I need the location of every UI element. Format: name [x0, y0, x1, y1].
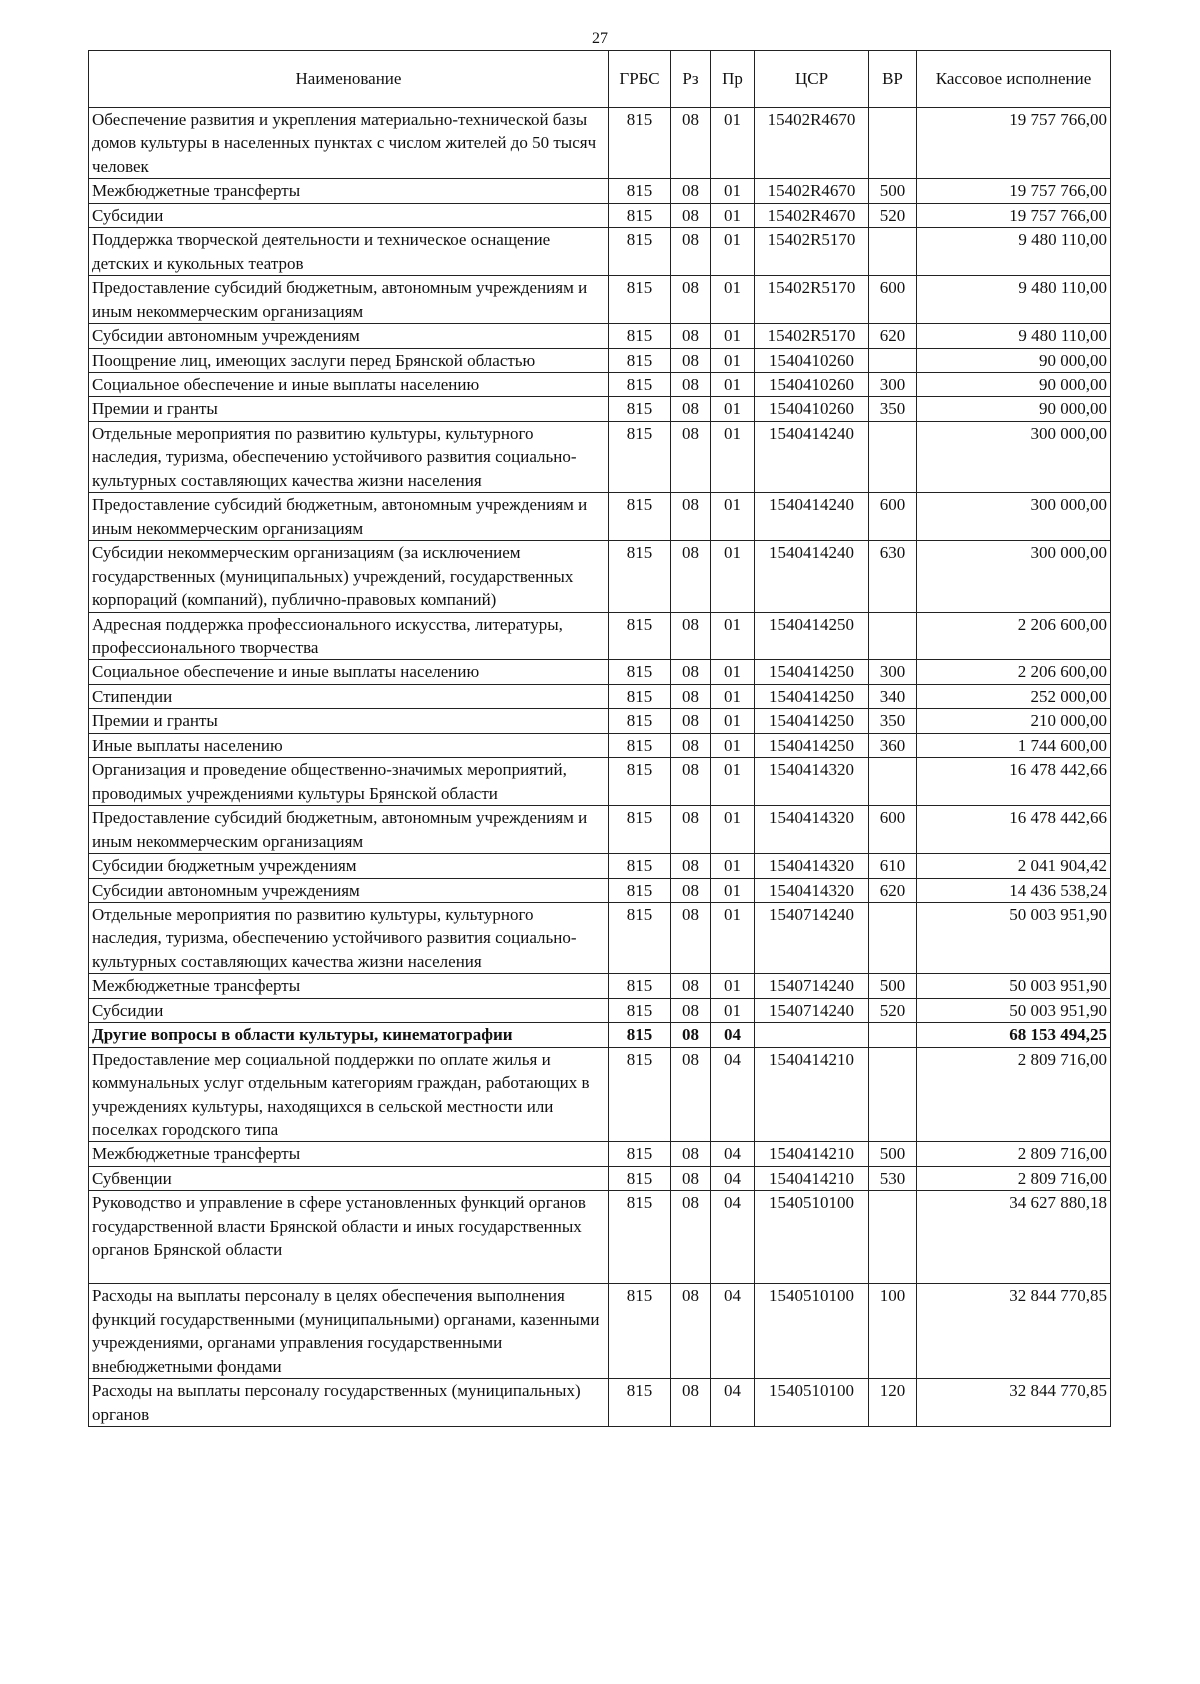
cell-sum: 2 041 904,42	[917, 854, 1111, 878]
cell-vr: 340	[869, 684, 917, 708]
cell-grbs: 815	[609, 348, 671, 372]
header-csr: ЦСР	[755, 51, 869, 108]
cell-sum: 2 206 600,00	[917, 660, 1111, 684]
cell-vr	[869, 1191, 917, 1284]
cell-rz: 08	[671, 878, 711, 902]
cell-vr	[869, 1047, 917, 1142]
cell-grbs: 815	[609, 806, 671, 854]
table-row	[89, 493, 1111, 541]
cell-name: Субсидии	[89, 998, 609, 1022]
cell-name: Руководство и управление в сфере установленных функций органов государственной власти Брянской области и иных государственных органов Брянской области	[89, 1191, 609, 1284]
cell-grbs: 815	[609, 276, 671, 324]
cell-csr: 1540414250	[755, 612, 869, 660]
cell-csr: 1540414210	[755, 1166, 869, 1190]
cell-pr: 01	[711, 228, 755, 276]
cell-sum: 50 003 951,90	[917, 998, 1111, 1022]
cell-sum: 50 003 951,90	[917, 902, 1111, 973]
cell-name: Предоставление субсидий бюджетным, автономным учреждениям и иным некоммерческим организациям	[89, 276, 609, 324]
header-name: Наименование	[89, 51, 609, 108]
cell-rz: 08	[671, 276, 711, 324]
cell-grbs: 815	[609, 758, 671, 806]
cell-pr: 04	[711, 1023, 755, 1047]
cell-sum: 2 809 716,00	[917, 1142, 1111, 1166]
cell-name: Другие вопросы в области культуры, кинематографии	[89, 1023, 609, 1047]
cell-csr: 1540414250	[755, 709, 869, 733]
cell-rz: 08	[671, 660, 711, 684]
cell-sum: 90 000,00	[917, 372, 1111, 396]
cell-csr: 1540414210	[755, 1142, 869, 1166]
cell-grbs: 815	[609, 372, 671, 396]
cell-grbs: 815	[609, 203, 671, 227]
cell-sum: 50 003 951,90	[917, 974, 1111, 998]
cell-vr: 500	[869, 974, 917, 998]
cell-sum: 34 627 880,18	[917, 1191, 1111, 1284]
table-row	[89, 276, 1111, 324]
cell-name: Иные выплаты населению	[89, 733, 609, 757]
cell-rz: 08	[671, 854, 711, 878]
table-row	[89, 108, 1111, 179]
table-row	[89, 1023, 1111, 1047]
cell-sum: 19 757 766,00	[917, 203, 1111, 227]
cell-csr: 1540414320	[755, 758, 869, 806]
cell-pr: 01	[711, 878, 755, 902]
cell-csr	[755, 1023, 869, 1047]
cell-name: Адресная поддержка профессионального искусства, литературы, профессионального творчества	[89, 612, 609, 660]
cell-vr: 530	[869, 1166, 917, 1190]
cell-sum: 210 000,00	[917, 709, 1111, 733]
cell-name: Поощрение лиц, имеющих заслуги перед Брянской областью	[89, 348, 609, 372]
cell-rz: 08	[671, 1166, 711, 1190]
cell-vr: 520	[869, 998, 917, 1022]
cell-rz: 08	[671, 974, 711, 998]
cell-vr: 520	[869, 203, 917, 227]
cell-csr: 1540714240	[755, 998, 869, 1022]
cell-name: Межбюджетные трансферты	[89, 1142, 609, 1166]
cell-csr: 15402R5170	[755, 324, 869, 348]
cell-pr: 04	[711, 1142, 755, 1166]
table-row	[89, 684, 1111, 708]
cell-csr: 1540410260	[755, 397, 869, 421]
cell-name: Субсидии автономным учреждениям	[89, 878, 609, 902]
cell-vr: 120	[869, 1379, 917, 1427]
table-body	[89, 108, 1111, 1427]
cell-name: Субсидии некоммерческим организациям (за исключением государственных (муниципальных) учреждений, государственных корпораций (компаний), публично-правовых компаний)	[89, 541, 609, 612]
cell-rz: 08	[671, 203, 711, 227]
cell-grbs: 815	[609, 397, 671, 421]
table-row	[89, 902, 1111, 973]
cell-pr: 04	[711, 1047, 755, 1142]
cell-csr: 1540510100	[755, 1191, 869, 1284]
cell-vr	[869, 228, 917, 276]
cell-csr: 15402R4670	[755, 108, 869, 179]
cell-rz: 08	[671, 1379, 711, 1427]
header-vr: ВР	[869, 51, 917, 108]
cell-sum: 300 000,00	[917, 421, 1111, 492]
cell-name: Социальное обеспечение и иные выплаты населению	[89, 372, 609, 396]
cell-sum: 19 757 766,00	[917, 179, 1111, 203]
cell-grbs: 815	[609, 1023, 671, 1047]
cell-grbs: 815	[609, 1142, 671, 1166]
header-pr: Пр	[711, 51, 755, 108]
cell-pr: 01	[711, 974, 755, 998]
cell-csr: 15402R5170	[755, 228, 869, 276]
cell-name: Межбюджетные трансферты	[89, 179, 609, 203]
page-number: 27	[592, 30, 608, 47]
cell-csr: 15402R4670	[755, 179, 869, 203]
cell-vr: 600	[869, 276, 917, 324]
cell-name: Субвенции	[89, 1166, 609, 1190]
cell-vr: 300	[869, 660, 917, 684]
cell-pr: 01	[711, 902, 755, 973]
table-row	[89, 854, 1111, 878]
cell-pr: 01	[711, 709, 755, 733]
cell-pr: 01	[711, 612, 755, 660]
cell-csr: 1540414320	[755, 854, 869, 878]
cell-rz: 08	[671, 806, 711, 854]
cell-grbs: 815	[609, 228, 671, 276]
cell-sum: 14 436 538,24	[917, 878, 1111, 902]
cell-sum: 16 478 442,66	[917, 758, 1111, 806]
cell-rz: 08	[671, 684, 711, 708]
cell-rz: 08	[671, 397, 711, 421]
cell-sum: 90 000,00	[917, 348, 1111, 372]
cell-vr: 500	[869, 1142, 917, 1166]
cell-vr: 610	[869, 854, 917, 878]
cell-name: Отдельные мероприятия по развитию культуры, культурного наследия, туризма, обеспечению устойчивого развития социально-культурных составляющих качества жизни населения	[89, 902, 609, 973]
cell-csr: 15402R4670	[755, 203, 869, 227]
cell-csr: 1540714240	[755, 902, 869, 973]
cell-csr: 1540414320	[755, 878, 869, 902]
cell-name: Субсидии бюджетным учреждениям	[89, 854, 609, 878]
cell-pr: 01	[711, 758, 755, 806]
cell-grbs: 815	[609, 1379, 671, 1427]
cell-name: Обеспечение развития и укрепления материально-технической базы домов культуры в населенных пунктах с числом жителей до 50 тысяч человек	[89, 108, 609, 179]
table-row	[89, 228, 1111, 276]
cell-sum: 2 809 716,00	[917, 1166, 1111, 1190]
cell-sum: 252 000,00	[917, 684, 1111, 708]
cell-vr	[869, 612, 917, 660]
table-row	[89, 998, 1111, 1022]
cell-grbs: 815	[609, 1166, 671, 1190]
cell-name: Отдельные мероприятия по развитию культуры, культурного наследия, туризма, обеспечению устойчивого развития социально-культурных составляющих качества жизни населения	[89, 421, 609, 492]
cell-sum: 32 844 770,85	[917, 1379, 1111, 1427]
cell-csr: 1540510100	[755, 1284, 869, 1379]
cell-sum: 16 478 442,66	[917, 806, 1111, 854]
cell-name: Стипендии	[89, 684, 609, 708]
cell-sum: 2 206 600,00	[917, 612, 1111, 660]
cell-rz: 08	[671, 324, 711, 348]
cell-vr	[869, 421, 917, 492]
cell-sum: 300 000,00	[917, 493, 1111, 541]
cell-pr: 04	[711, 1191, 755, 1284]
cell-pr: 01	[711, 324, 755, 348]
table-header	[89, 51, 1111, 108]
cell-pr: 01	[711, 421, 755, 492]
cell-pr: 04	[711, 1379, 755, 1427]
cell-rz: 08	[671, 709, 711, 733]
table-row	[89, 878, 1111, 902]
table-row	[89, 1142, 1111, 1166]
cell-vr	[869, 108, 917, 179]
table-row	[89, 1379, 1111, 1427]
cell-name: Предоставление субсидий бюджетным, автономным учреждениям и иным некоммерческим организациям	[89, 806, 609, 854]
cell-vr: 360	[869, 733, 917, 757]
cell-csr: 1540414250	[755, 684, 869, 708]
table-row	[89, 612, 1111, 660]
cell-vr: 350	[869, 709, 917, 733]
cell-pr: 01	[711, 108, 755, 179]
cell-csr: 1540414320	[755, 806, 869, 854]
cell-pr: 01	[711, 541, 755, 612]
cell-grbs: 815	[609, 709, 671, 733]
cell-pr: 01	[711, 493, 755, 541]
cell-vr	[869, 902, 917, 973]
cell-pr: 01	[711, 348, 755, 372]
cell-pr: 01	[711, 660, 755, 684]
cell-pr: 01	[711, 179, 755, 203]
cell-rz: 08	[671, 108, 711, 179]
cell-grbs: 815	[609, 108, 671, 179]
cell-vr: 350	[869, 397, 917, 421]
cell-grbs: 815	[609, 974, 671, 998]
cell-name: Поддержка творческой деятельности и техническое оснащение детских и кукольных театров	[89, 228, 609, 276]
cell-pr: 01	[711, 806, 755, 854]
cell-grbs: 815	[609, 854, 671, 878]
cell-grbs: 815	[609, 878, 671, 902]
cell-name: Расходы на выплаты персоналу в целях обеспечения выполнения функций государственными (муниципальными) органами, казенными учреждениями, органами управления государственными внебюджетными фондами	[89, 1284, 609, 1379]
cell-grbs: 815	[609, 324, 671, 348]
table-row	[89, 541, 1111, 612]
cell-grbs: 815	[609, 1047, 671, 1142]
cell-rz: 08	[671, 1047, 711, 1142]
cell-vr	[869, 348, 917, 372]
header-rz: Рз	[671, 51, 711, 108]
cell-grbs: 815	[609, 612, 671, 660]
cell-rz: 08	[671, 1142, 711, 1166]
cell-vr: 620	[869, 324, 917, 348]
cell-sum: 90 000,00	[917, 397, 1111, 421]
cell-csr: 1540510100	[755, 1379, 869, 1427]
table-row	[89, 372, 1111, 396]
cell-rz: 08	[671, 612, 711, 660]
cell-rz: 08	[671, 998, 711, 1022]
cell-sum: 19 757 766,00	[917, 108, 1111, 179]
cell-grbs: 815	[609, 1191, 671, 1284]
cell-rz: 08	[671, 1023, 711, 1047]
cell-csr: 1540410260	[755, 348, 869, 372]
cell-name: Субсидии	[89, 203, 609, 227]
cell-rz: 08	[671, 372, 711, 396]
cell-pr: 04	[711, 1284, 755, 1379]
table-row	[89, 660, 1111, 684]
table-row	[89, 974, 1111, 998]
cell-pr: 01	[711, 203, 755, 227]
cell-rz: 08	[671, 541, 711, 612]
header-sum: Кассовое исполнение	[917, 51, 1111, 108]
cell-csr: 15402R5170	[755, 276, 869, 324]
table-row	[89, 1166, 1111, 1190]
cell-pr: 01	[711, 397, 755, 421]
cell-grbs: 815	[609, 1284, 671, 1379]
cell-csr: 1540414240	[755, 541, 869, 612]
cell-csr: 1540414250	[755, 660, 869, 684]
cell-csr: 1540414250	[755, 733, 869, 757]
cell-vr: 600	[869, 493, 917, 541]
cell-name: Социальное обеспечение и иные выплаты населению	[89, 660, 609, 684]
cell-grbs: 815	[609, 421, 671, 492]
cell-rz: 08	[671, 421, 711, 492]
table-row	[89, 709, 1111, 733]
cell-grbs: 815	[609, 733, 671, 757]
cell-grbs: 815	[609, 541, 671, 612]
cell-name: Расходы на выплаты персоналу государственных (муниципальных) органов	[89, 1379, 609, 1427]
cell-csr: 1540410260	[755, 372, 869, 396]
cell-pr: 01	[711, 733, 755, 757]
cell-sum: 1 744 600,00	[917, 733, 1111, 757]
cell-pr: 01	[711, 854, 755, 878]
cell-name: Субсидии автономным учреждениям	[89, 324, 609, 348]
cell-vr: 500	[869, 179, 917, 203]
cell-rz: 08	[671, 348, 711, 372]
table-row	[89, 421, 1111, 492]
table-row	[89, 758, 1111, 806]
cell-pr: 01	[711, 372, 755, 396]
cell-name: Предоставление мер социальной поддержки по оплате жилья и коммунальных услуг отдельным категориям граждан, работающих в учреждениях культуры, находящихся в сельской местности или поселках городского типа	[89, 1047, 609, 1142]
table-row	[89, 1047, 1111, 1142]
cell-rz: 08	[671, 733, 711, 757]
cell-rz: 08	[671, 902, 711, 973]
table-row	[89, 1284, 1111, 1379]
cell-pr: 01	[711, 684, 755, 708]
cell-sum: 9 480 110,00	[917, 324, 1111, 348]
cell-rz: 08	[671, 493, 711, 541]
cell-name: Премии и гранты	[89, 397, 609, 421]
cell-rz: 08	[671, 179, 711, 203]
cell-csr: 1540714240	[755, 974, 869, 998]
cell-grbs: 815	[609, 493, 671, 541]
table-row	[89, 806, 1111, 854]
cell-vr	[869, 758, 917, 806]
cell-grbs: 815	[609, 179, 671, 203]
cell-grbs: 815	[609, 902, 671, 973]
cell-rz: 08	[671, 1191, 711, 1284]
cell-vr: 600	[869, 806, 917, 854]
cell-vr	[869, 1023, 917, 1047]
cell-pr: 04	[711, 1166, 755, 1190]
table-row	[89, 348, 1111, 372]
header-grbs: ГРБС	[609, 51, 671, 108]
cell-name: Предоставление субсидий бюджетным, автономным учреждениям и иным некоммерческим организациям	[89, 493, 609, 541]
cell-csr: 1540414240	[755, 421, 869, 492]
cell-name: Премии и гранты	[89, 709, 609, 733]
cell-rz: 08	[671, 228, 711, 276]
cell-sum: 32 844 770,85	[917, 1284, 1111, 1379]
cell-name: Межбюджетные трансферты	[89, 974, 609, 998]
header-row	[89, 51, 1111, 108]
cell-vr: 620	[869, 878, 917, 902]
cell-sum: 68 153 494,25	[917, 1023, 1111, 1047]
table-row	[89, 733, 1111, 757]
cell-grbs: 815	[609, 998, 671, 1022]
cell-sum: 2 809 716,00	[917, 1047, 1111, 1142]
cell-vr: 300	[869, 372, 917, 396]
table-row	[89, 203, 1111, 227]
cell-grbs: 815	[609, 660, 671, 684]
table-row	[89, 1191, 1111, 1284]
table-row	[89, 179, 1111, 203]
cell-name: Организация и проведение общественно-значимых мероприятий, проводимых учреждениями культуры Брянской области	[89, 758, 609, 806]
cell-rz: 08	[671, 1284, 711, 1379]
table-row	[89, 324, 1111, 348]
table-row	[89, 397, 1111, 421]
cell-vr: 100	[869, 1284, 917, 1379]
cell-sum: 9 480 110,00	[917, 228, 1111, 276]
cell-csr: 1540414210	[755, 1047, 869, 1142]
cell-csr: 1540414240	[755, 493, 869, 541]
cell-sum: 300 000,00	[917, 541, 1111, 612]
cell-sum: 9 480 110,00	[917, 276, 1111, 324]
cell-pr: 01	[711, 998, 755, 1022]
cell-grbs: 815	[609, 684, 671, 708]
budget-execution-table	[88, 50, 1111, 1427]
cell-rz: 08	[671, 758, 711, 806]
cell-vr: 630	[869, 541, 917, 612]
cell-pr: 01	[711, 276, 755, 324]
